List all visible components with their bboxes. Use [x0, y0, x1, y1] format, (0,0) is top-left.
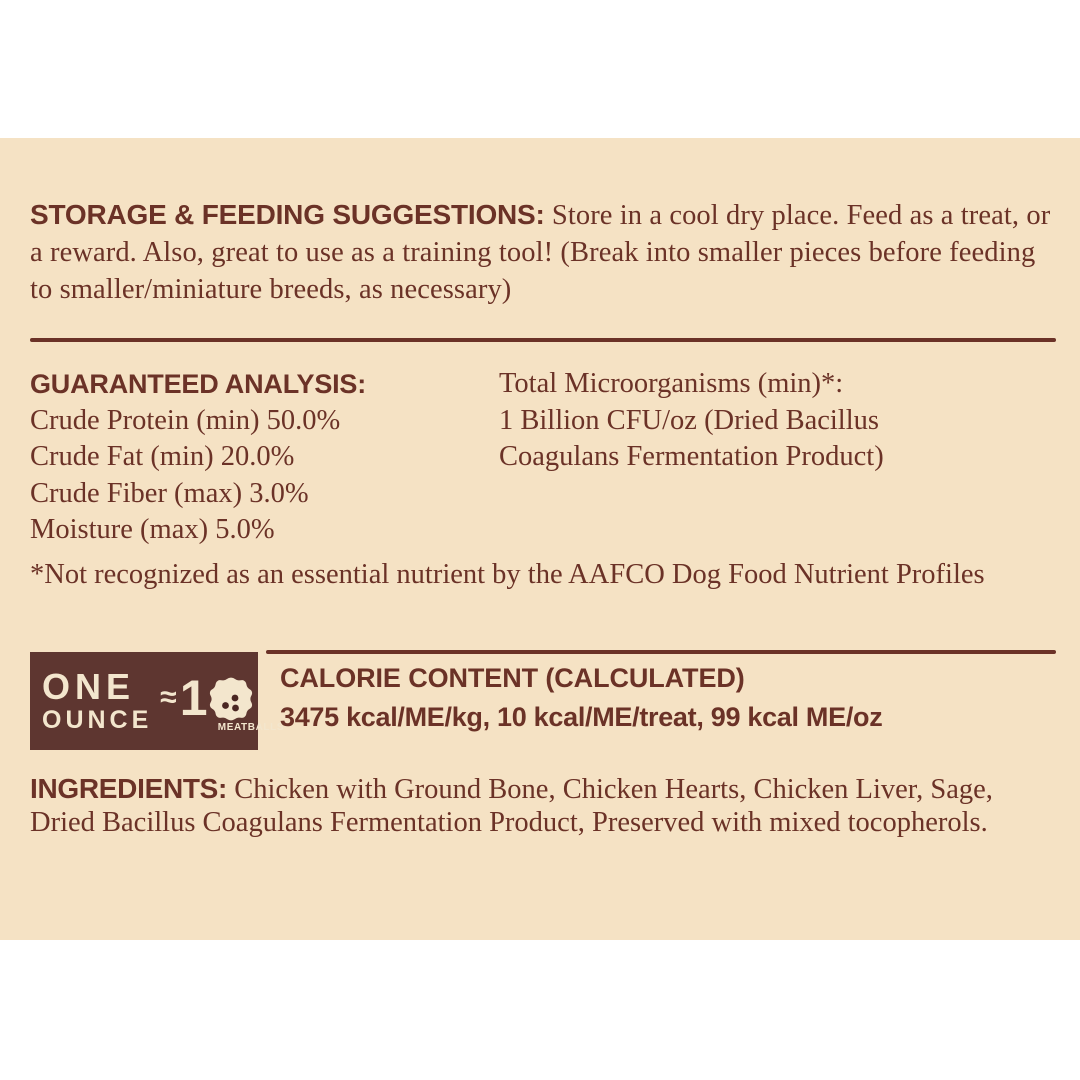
guaranteed-analysis-row: Crude Protein (min) 50.0%	[30, 404, 341, 436]
aafco-footnote: *Not recognized as an essential nutrient by the AAFCO Dog Food Nutrient Profiles	[30, 559, 985, 590]
one-ounce-text-group	[42, 666, 153, 734]
ingredients-heading: INGREDIENTS:	[30, 773, 228, 804]
badge-meatballs-label: MEATBALLS	[217, 722, 285, 733]
badge-ounce-label: OUNCE	[42, 706, 153, 734]
storage-feeding-section	[30, 196, 1056, 308]
guaranteed-analysis-row: Moisture (max) 5.0%	[30, 514, 275, 545]
label-inner-content	[30, 138, 1056, 940]
guaranteed-analysis-section	[30, 366, 500, 549]
calorie-content-values: 3475 kcal/ME/kg, 10 kcal/ME/treat, 99 kcal ME/oz	[280, 702, 883, 732]
microorganisms-line-1: Total Microorganisms (min)*:	[499, 368, 844, 399]
total-microorganisms-section	[499, 366, 1059, 476]
storage-feeding-heading: STORAGE & FEEDING SUGGESTIONS:	[30, 199, 545, 230]
approximately-equal-icon: ≈	[160, 681, 177, 714]
microorganisms-line-3: Coagulans Fermentation Product)	[499, 441, 884, 472]
label-panel	[0, 138, 1080, 940]
calorie-content-text	[280, 658, 1060, 736]
ingredients-section	[30, 772, 1056, 839]
badge-count-digit: 1	[179, 670, 208, 726]
ingredients-body: Chicken with Ground Bone, Chicken Hearts, Chicken Liver, Sage, Dried Bacillus Coagulans Fermentation Product, Preserved with mixed tocopherols.	[30, 774, 993, 838]
guaranteed-analysis-row: Crude Fiber (max) 3.0%	[30, 477, 309, 509]
microorganisms-line-2: 1 Billion CFU/oz (Dried Bacillus	[499, 404, 879, 436]
one-ounce-equivalence-badge	[30, 652, 285, 750]
storage-feeding-body: Store in a cool dry place. Feed as a treat, or a reward. Also, great to use as a training tool! (Break into smaller pieces before feeding to smaller/miniature breeds, as necessary)	[30, 200, 1051, 305]
calorie-content-heading: CALORIE CONTENT (CALCULATED)	[280, 663, 745, 693]
meatball-icon	[207, 675, 255, 723]
meatball-count-group	[179, 670, 285, 733]
badge-one-label: ONE	[42, 666, 136, 707]
calorie-content-band	[30, 652, 1056, 750]
guaranteed-analysis-heading: GUARANTEED ANALYSIS:	[30, 369, 367, 399]
divider-rule-top	[30, 338, 1056, 342]
guaranteed-analysis-row: Crude Fat (min) 20.0%	[30, 441, 295, 472]
